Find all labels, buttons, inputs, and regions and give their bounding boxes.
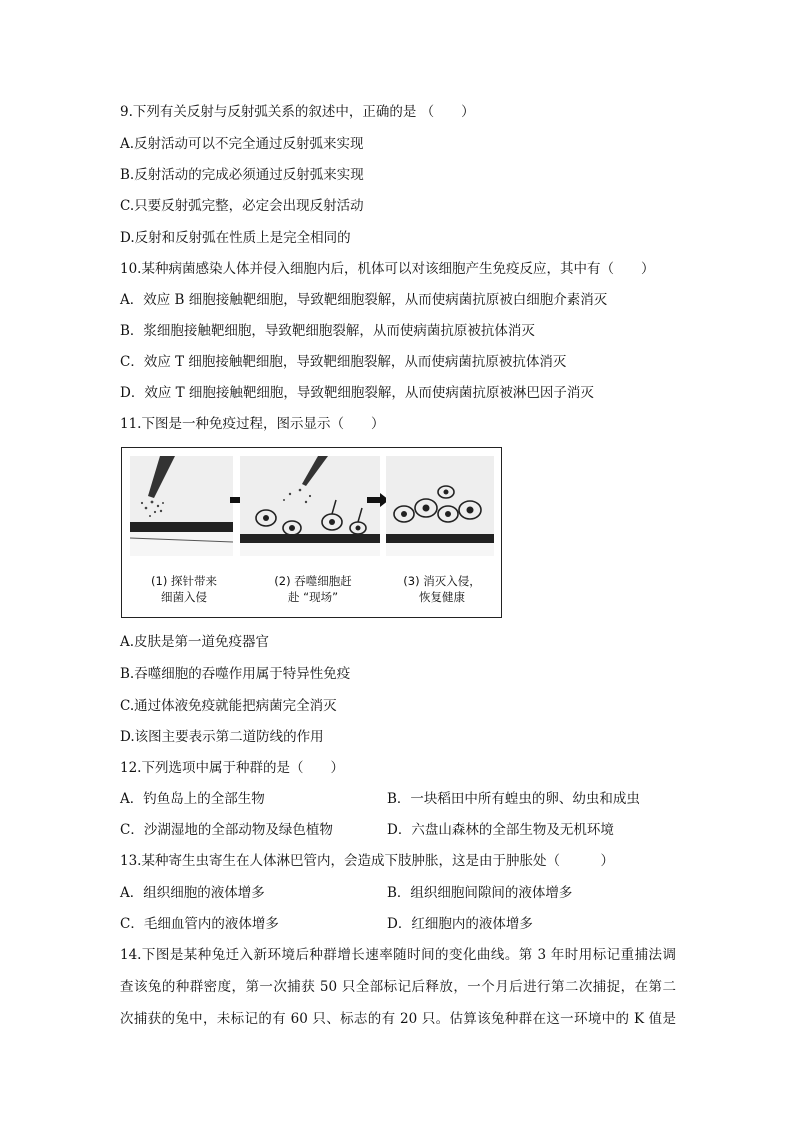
caption-step-1-line-1: (1) 探针带来 [151,574,217,588]
q11-option-d: D.该图主要表示第二道防线的作用 [120,729,324,745]
caption-step-3-line-2: 恢复健康 [419,590,465,604]
q13-stem: 13.某种寄生虫寄生在人体淋巴管内，会造成下肢肿胀，这是由于肿胀处（ ） [120,853,614,869]
q9-option-b: B.反射活动的完成必须通过反射弧来实现 [120,167,364,183]
recovery-illustration [386,456,494,556]
q11-stem: 11.下图是一种免疫过程，图示显示（ ） [120,416,385,432]
q13-option-d: D．红细胞内的液体增多 [387,916,533,932]
caption-step-1 [134,573,234,605]
q9-stem: 9.下列有关反射与反射弧关系的叙述中，正确的是 （ ） [120,104,475,120]
caption-step-2-line-1: (2) 吞噬细胞赶 [274,574,352,588]
panel-1-needle-bacteria [130,456,233,556]
panel-3-recovery [386,456,494,556]
caption-step-3-line-1: (3) 消灭入侵， [403,574,481,588]
immune-process-figure [121,447,502,618]
q10-option-a: A．效应 B 细胞接触靶细胞，导致靶细胞裂解，从而使病菌抗原被白细胞介素消灭 [120,292,608,308]
caption-step-2 [258,573,368,605]
q14-line-3: 次捕获的兔中，未标记的有 60 只、标志的有 20 只。估算该兔种群在这一环境中的 K 值是 [120,1011,676,1027]
caption-step-1-line-2: 细菌入侵 [161,590,207,604]
q10-stem: 10.某种病菌感染人体并侵入细胞内后，机体可以对该细胞产生免疫反应，其中有（ ） [120,261,655,277]
q12-option-a: A．钓鱼岛上的全部生物 [120,791,265,807]
needle-bacteria-illustration [130,456,233,556]
q11-option-b: B.吞噬细胞的吞噬作用属于特异性免疫 [120,666,351,682]
q13-option-a: A．组织细胞的液体增多 [120,885,265,901]
q12-option-c: C．沙湖湿地的全部动物及绿色植物 [120,822,333,838]
panel-2-phagocytes-arrive [240,456,380,556]
q14-line-2: 查该兔的种群密度，第一次捕获 50 只全部标记后释放，一个月后进行第二次捕捉，在第二 [120,979,676,995]
q11-option-c: C.通过体液免疫就能把病菌完全消灭 [120,698,337,714]
q13-option-c: C．毛细血管内的液体增多 [120,916,279,932]
q14-line-1: 14.下图是某种兔迁入新环境后种群增长速率随时间的变化曲线。第 3 年时用标记重捕法调 [120,947,676,963]
q9-option-d: D.反射和反射弧在性质上是完全相同的 [120,230,351,246]
q9-option-c: C.只要反射弧完整，必定会出现反射活动 [120,198,364,214]
caption-step-3 [392,573,492,605]
q12-option-d: D．六盘山森林的全部生物及无机环境 [387,822,614,838]
q10-option-c: C．效应 T 细胞接触靶细胞，导致靶细胞裂解，从而使病菌抗原被抗体消灭 [120,354,567,370]
caption-step-2-line-2: 赴 “现场” [287,590,339,604]
q12-stem: 12.下列选项中属于种群的是（ ） [120,760,344,776]
q13-option-b: B．组织细胞间隙间的液体增多 [387,885,573,901]
q10-option-b: B．浆细胞接触靶细胞，导致靶细胞裂解，从而使病菌抗原被抗体消灭 [120,323,535,339]
q11-option-a: A.皮肤是第一道免疫器官 [120,634,270,650]
q12-option-b: B．一块稻田中所有蝗虫的卵、幼虫和成虫 [387,791,640,807]
q9-option-a: A.反射活动可以不完全通过反射弧来实现 [120,136,364,152]
phagocytes-illustration [240,456,380,556]
q10-option-d: D．效应 T 细胞接触靶细胞，导致靶细胞裂解，从而使病菌抗原被淋巴因子消灭 [120,385,594,401]
